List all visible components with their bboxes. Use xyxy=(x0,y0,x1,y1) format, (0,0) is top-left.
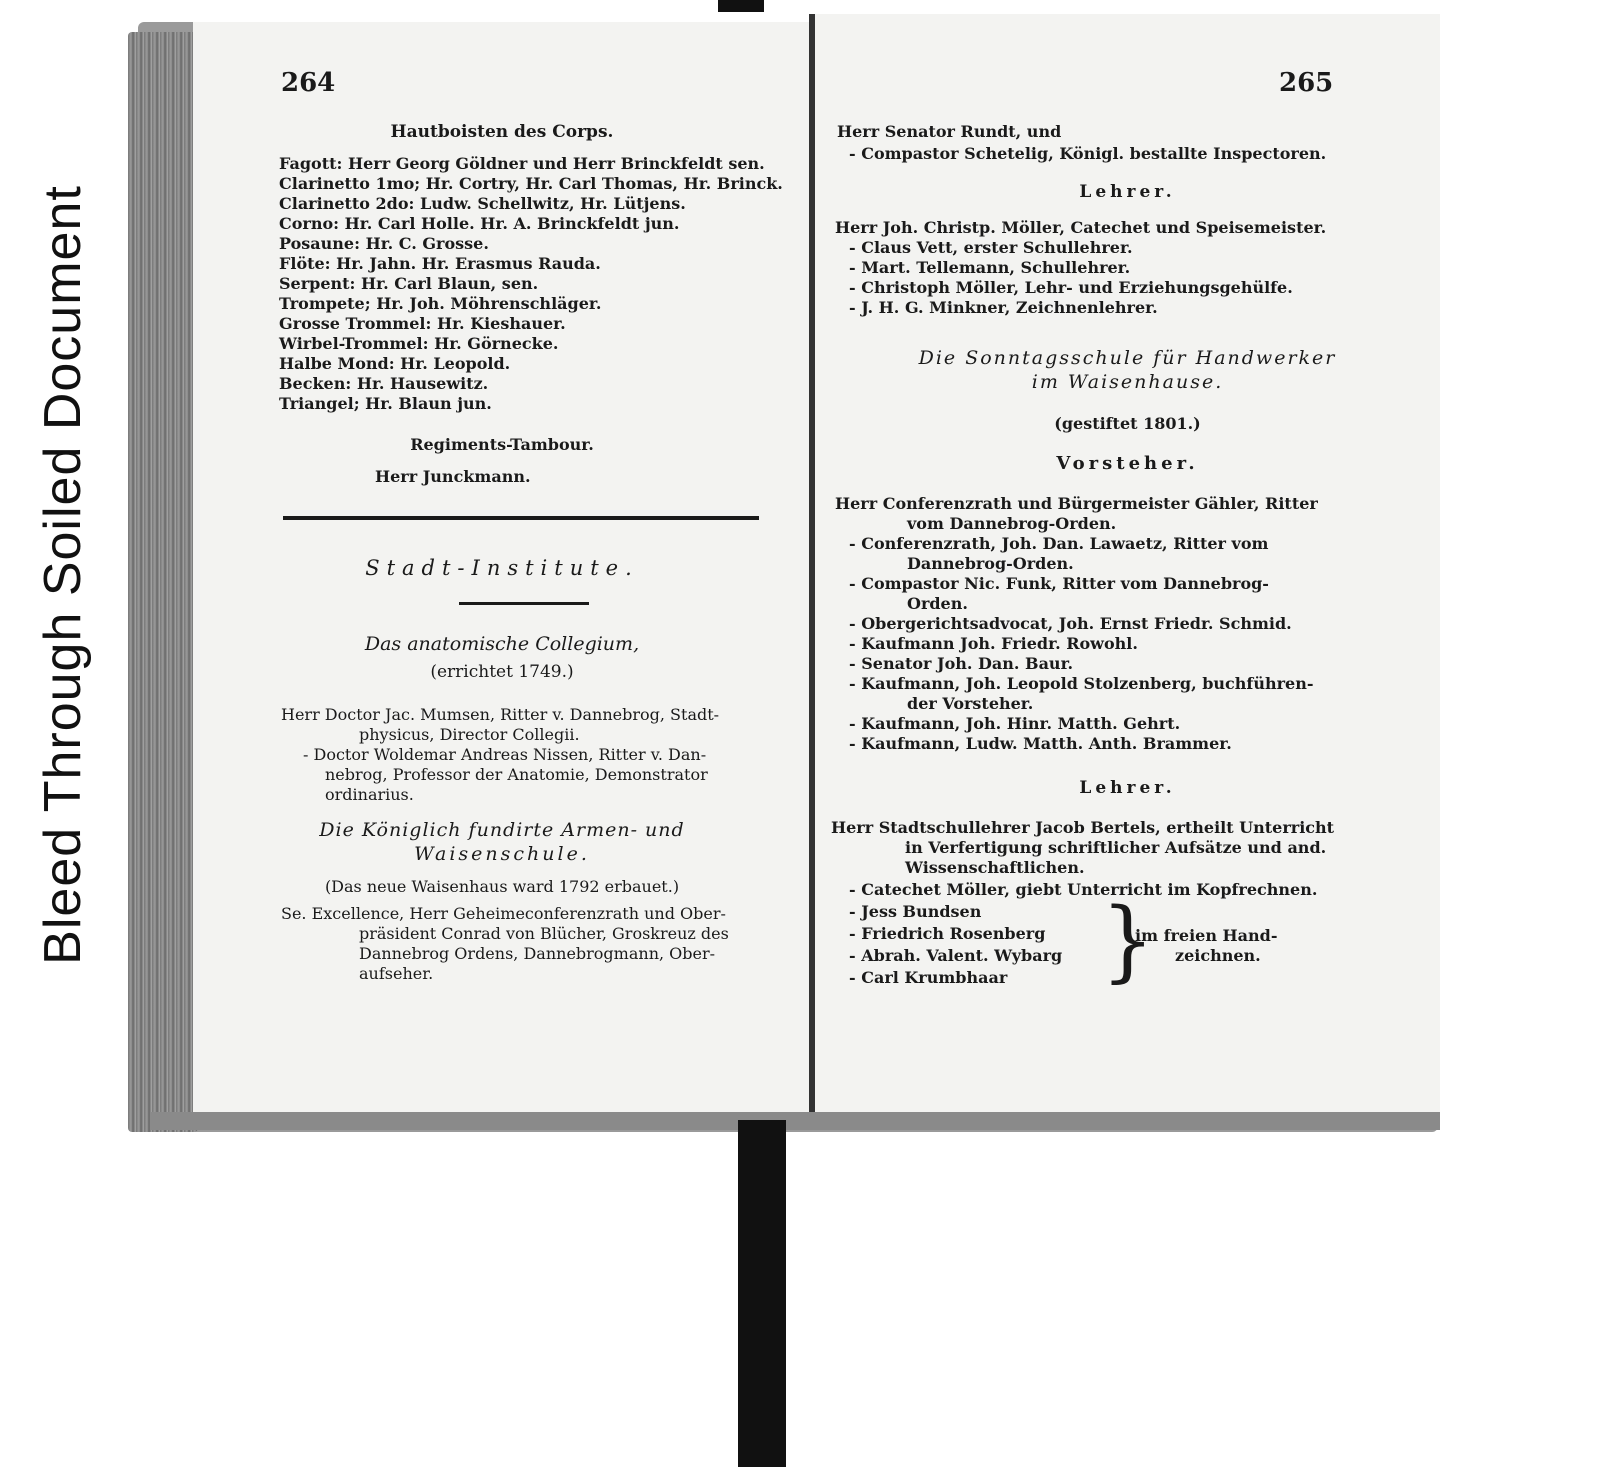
vorsteher-line: - Obergerichtsadvocat, Joh. Ernst Friedr. Schmid. xyxy=(849,614,1292,633)
instrument-line: Triangel; Hr. Blaun jun. xyxy=(279,394,492,413)
section-divider xyxy=(283,516,759,520)
lehrer-line: - Mart. Tellemann, Schullehrer. xyxy=(849,258,1131,277)
sonntag-title: Die Sonntagsschule für Handwerker xyxy=(918,347,1337,369)
vorsteher-heading: Vorsteher. xyxy=(1056,453,1199,474)
instrument-line: Becken: Hr. Hausewitz. xyxy=(279,374,489,393)
sonntag-title: im Waisenhause. xyxy=(1031,371,1224,393)
vorsteher-line: - Compastor Nic. Funk, Ritter vom Dannebrog- xyxy=(849,574,1269,593)
drawing-teacher: - Jess Bundsen xyxy=(849,902,982,921)
lehrer-line: - J. H. G. Minkner, Zeichnenlehrer. xyxy=(849,298,1158,317)
drawing-teacher: - Abrah. Valent. Wybarg xyxy=(849,946,1063,965)
inspector-line: - Compastor Schetelig, Königl. bestallte Inspectoren. xyxy=(849,144,1327,163)
anatomisch-line: Herr Doctor Jac. Mumsen, Ritter v. Dannebrog, Stadt- xyxy=(281,705,720,724)
armen-line: Dannebrog Ordens, Dannebrogmann, Ober- xyxy=(359,944,716,963)
drawing-teacher: - Friedrich Rosenberg xyxy=(849,924,1046,943)
vorsteher-line: Orden. xyxy=(907,594,968,613)
drawing-teacher: - Carl Krumbhaar xyxy=(849,968,1008,987)
binding-strip-bottom xyxy=(738,1120,786,1467)
right-page xyxy=(815,14,1440,1124)
instrument-line: Fagott: Herr Georg Göldner und Herr Brinckfeldt sen. xyxy=(279,154,765,173)
armen-line: präsident Conrad von Blücher, Groskreuz des xyxy=(359,924,729,943)
instrument-line: Halbe Mond: Hr. Leopold. xyxy=(279,354,511,373)
armen-line: Se. Excellence, Herr Geheimeconferenzrath und Ober- xyxy=(281,904,726,923)
armen-title: Waisenschule. xyxy=(414,843,590,865)
drawing-note: zeichnen. xyxy=(1175,946,1261,965)
anatomisch-date: (errichtet 1749.) xyxy=(430,662,574,682)
vorsteher-line: - Kaufmann, Joh. Leopold Stolzenberg, buchführen- xyxy=(849,674,1314,693)
lehrer2-heading: Lehrer. xyxy=(1079,778,1176,798)
anatomisch-title: Das anatomische Collegium, xyxy=(364,633,640,655)
lehrer2-line: Herr Stadtschullehrer Jacob Bertels, ertheilt Unterricht xyxy=(831,818,1335,837)
heading-regiments-tambour: Regiments-Tambour. xyxy=(410,435,594,454)
title-underline xyxy=(459,602,589,605)
vorsteher-line: - Conferenzrath, Joh. Dan. Lawaetz, Ritter vom xyxy=(849,534,1269,553)
armen-title: Die Königlich fundirte Armen- und xyxy=(319,819,685,841)
heading-hautboisten: Hautboisten des Corps. xyxy=(390,122,614,142)
sonntag-date: (gestiftet 1801.) xyxy=(1054,414,1201,433)
vorsteher-line: Herr Conferenzrath und Bürgermeister Gähler, Ritter xyxy=(835,494,1318,513)
instrument-line: Grosse Trommel: Hr. Kieshauer. xyxy=(279,314,566,333)
document-status-stamp xyxy=(8,70,118,1080)
instrument-line: Posaune: Hr. C. Grosse. xyxy=(279,234,489,253)
instrument-line: Flöte: Hr. Jahn. Hr. Erasmus Rauda. xyxy=(279,254,601,273)
anatomisch-line: - Doctor Woldemar Andreas Nissen, Ritter v. Dan- xyxy=(303,745,707,764)
instrument-line: Serpent: Hr. Carl Blaun, sen. xyxy=(279,274,539,293)
section-title: Stadt-Institute. xyxy=(365,556,639,580)
anatomisch-line: ordinarius. xyxy=(325,785,414,804)
lehrer-line: - Christoph Möller, Lehr- und Erziehungsgehülfe. xyxy=(849,278,1293,297)
book-bottom-edge xyxy=(150,1112,1440,1130)
vorsteher-line: der Vorsteher. xyxy=(907,694,1034,713)
page-number: 265 xyxy=(1279,68,1334,98)
vorsteher-line: - Kaufmann Joh. Friedr. Rowohl. xyxy=(849,634,1138,653)
lehrer2-line: in Verfertigung schriftlicher Aufsätze und and. xyxy=(905,838,1327,857)
lehrer-line: Herr Joh. Christp. Möller, Catechet und Speisemeister. xyxy=(835,218,1327,237)
anatomisch-line: nebrog, Professor der Anatomie, Demonstrator xyxy=(325,765,708,784)
armen-note: (Das neue Waisenhaus ward 1792 erbauet.) xyxy=(324,877,680,896)
tambour-name: Herr Junckmann. xyxy=(375,467,531,486)
vorsteher-line: - Kaufmann, Joh. Hinr. Matth. Gehrt. xyxy=(849,714,1181,733)
lehrer-line: - Claus Vett, erster Schullehrer. xyxy=(849,238,1133,257)
instrument-line: Wirbel-Trommel: Hr. Görnecke. xyxy=(279,334,559,353)
book-page-edges xyxy=(128,32,198,1132)
inspector-line: Herr Senator Rundt, und xyxy=(837,122,1062,141)
vorsteher-line: - Kaufmann, Ludw. Matth. Anth. Brammer. xyxy=(849,734,1232,753)
binding-strip-top xyxy=(718,0,764,12)
left-page xyxy=(193,22,811,1122)
brace-glyph: } xyxy=(1101,888,1155,992)
lehrer-heading: Lehrer. xyxy=(1079,182,1176,202)
vorsteher-line: - Senator Joh. Dan. Baur. xyxy=(849,654,1074,673)
lehrer2-line: - Catechet Möller, giebt Unterricht im Kopfrechnen. xyxy=(849,880,1318,899)
armen-line: aufseher. xyxy=(359,964,434,983)
vorsteher-line: Dannebrog-Orden. xyxy=(907,554,1074,573)
instrument-line: Trompete; Hr. Joh. Möhrenschläger. xyxy=(279,294,602,313)
instrument-line: Clarinetto 1mo; Hr. Cortry, Hr. Carl Thomas, Hr. Brinck. xyxy=(279,174,783,193)
lehrer2-line: Wissenschaftlichen. xyxy=(905,858,1085,877)
stamp-label: Bleed Through Soiled Document xyxy=(34,185,92,965)
instrument-line: Clarinetto 2do: Ludw. Schellwitz, Hr. Lütjens. xyxy=(279,194,686,213)
instrument-line: Corno: Hr. Carl Holle. Hr. A. Brinckfeldt jun. xyxy=(279,214,680,233)
vorsteher-line: vom Dannebrog-Orden. xyxy=(907,514,1117,533)
drawing-note: im freien Hand- xyxy=(1135,926,1278,945)
page-number: 264 xyxy=(281,68,336,98)
anatomisch-line: physicus, Director Collegii. xyxy=(359,725,580,744)
